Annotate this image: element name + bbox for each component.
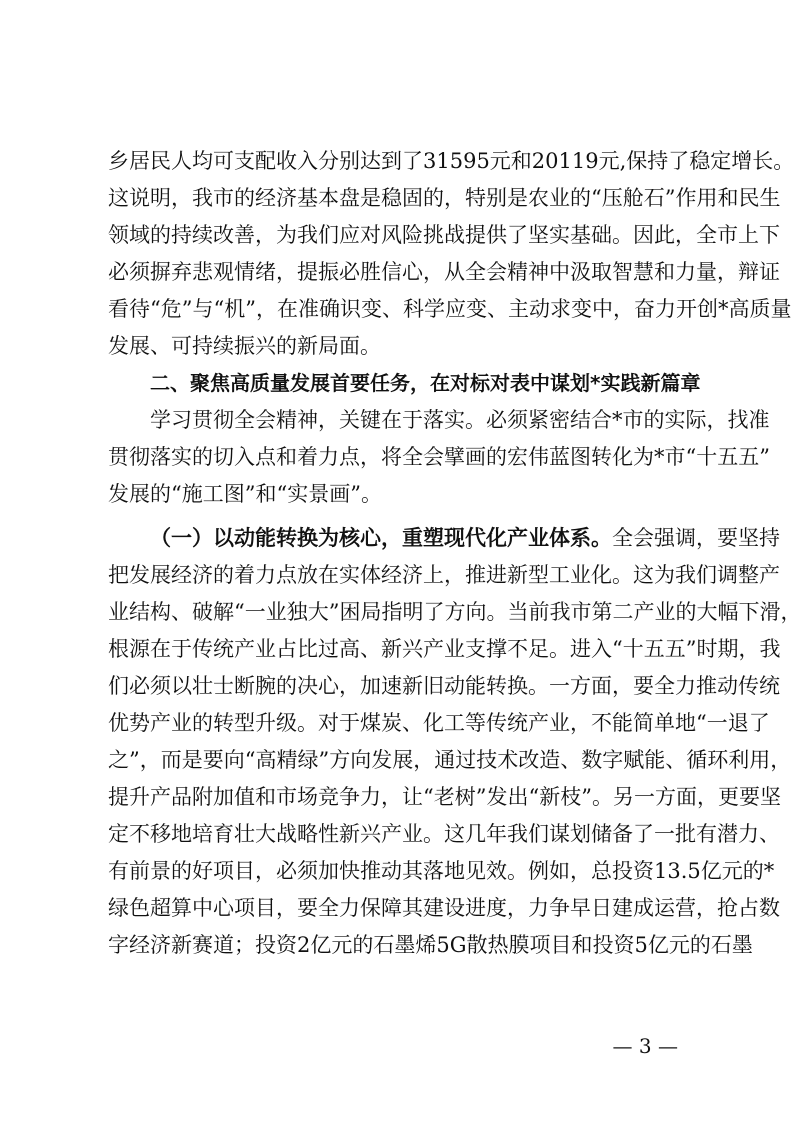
paragraph-line: 必须摒弃悲观情绪，提振必胜信心，从全会精神中汲取智慧和力量，辩证: [108, 260, 780, 284]
paragraph-text: 全会强调，要坚持: [612, 526, 780, 550]
paragraph-line: 这说明，我市的经济基本盘是稳固的，特别是农业的“压舱石”作用和民生: [108, 186, 781, 210]
paragraph-line: 们必须以壮士断腕的决心，加速新旧动能转换。一方面，要全力推动传统: [108, 674, 780, 698]
paragraph-line: 业结构、破解“一业独大”困局指明了方向。当前我市第二产业的大幅下滑，: [108, 600, 801, 624]
paragraph-line: 领域的持续改善，为我们应对风险挑战提供了坚实基础。因此，全市上下: [108, 223, 780, 247]
paragraph-line: 之”，而是要向“高精绿”方向发展，通过技术改造、数字赋能、循环利用，: [108, 748, 792, 772]
paragraph-line: 乡居民人均可支配收入分别达到了31595元和20119元,保持了稳定增长。: [108, 149, 795, 173]
paragraph-line: 定不移地培育壮大战略性新兴产业。这几年我们谋划储备了一批有潜力、: [108, 822, 780, 846]
paragraph-line: 提升产品附加值和市场竞争力，让“老树”发出“新枝”。另一方面，更要坚: [108, 785, 781, 809]
paragraph-line: 学习贯彻全会精神，关键在于落实。必须紧密结合*市的实际，找准: [150, 408, 770, 432]
paragraph-line: 把发展经济的着力点放在实体经济上，推进新型工业化。这为我们调整产: [108, 563, 780, 587]
paragraph-line: 有前景的好项目，必须加快推动其落地见效。例如，总投资13.5亿元的*: [108, 859, 775, 883]
section-heading: 二、聚焦高质量发展首要任务，在对标对表中谋划*实践新篇章: [150, 371, 701, 395]
paragraph-line: 字经济新赛道；投资2亿元的石墨烯5G散热膜项目和投资5亿元的石墨: [108, 933, 753, 957]
paragraph-line: [150, 521, 780, 555]
paragraph-line: 优势产业的转型升级。对于煤炭、化工等传统产业，不能简单地“一退了: [108, 711, 770, 735]
paragraph-line: 发展、可持续振兴的新局面。: [108, 334, 381, 358]
paragraph-line: 根源在于传统产业占比过高、新兴产业支撑不足。进入“十五五”时期，我: [108, 637, 781, 661]
paragraph-line: 绿色超算中心项目，要全力保障其建设进度，力争早日建成运营，抢占数: [108, 896, 780, 920]
paragraph-line: 贯彻落实的切入点和着力点，将全会擘画的宏伟蓝图转化为*市“十五五”: [108, 445, 770, 469]
paragraph-line: 发展的“施工图”和“实景画”。: [108, 482, 382, 506]
page-number: — 3 —: [612, 1034, 678, 1058]
subsection-title: （一）以动能转换为核心，重塑现代化产业体系。: [150, 526, 612, 550]
paragraph-line: 看待“危”与“机”，在准确识变、科学应变、主动求变中，奋力开创*高质量: [108, 297, 792, 321]
